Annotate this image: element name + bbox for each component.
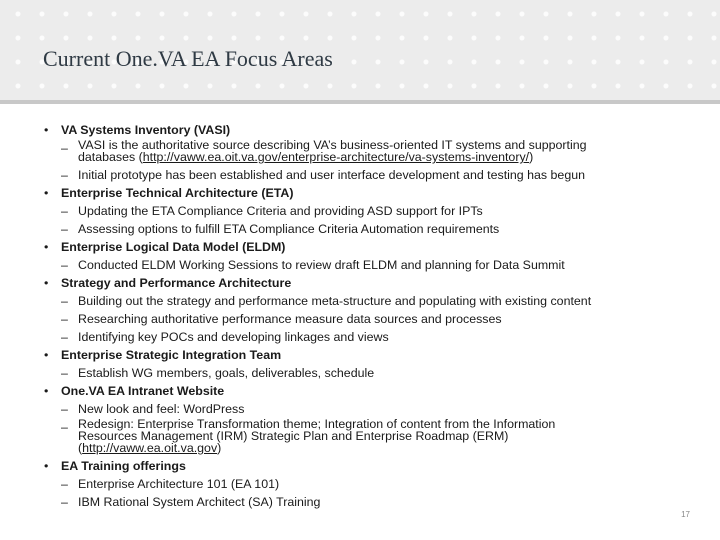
slide-title: Current One.VA EA Focus Areas <box>43 46 333 71</box>
bullet-icon: • <box>44 459 49 473</box>
dash-icon: – <box>61 330 68 344</box>
sub-item-text: Researching authoritative performance measure data sources and processes <box>78 312 502 326</box>
dash-icon: – <box>61 222 68 236</box>
sub-item-text: Redesign: Enterprise Transformation theme; Integration of content from the Information <box>78 417 556 431</box>
sub-item-continuation <box>78 151 674 163</box>
dash-icon: – <box>61 402 68 416</box>
item-label: One.VA EA Intranet Website <box>61 384 225 398</box>
sub-item <box>44 292 674 310</box>
sub-item <box>44 139 674 163</box>
sub-item <box>44 493 674 511</box>
sub-item-text: New look and feel: WordPress <box>78 402 245 416</box>
vasi-link[interactable]: http://vaww.ea.oit.va.gov/enterprise-architecture/va-systems-inventory/ <box>142 150 530 164</box>
dash-icon: – <box>61 204 68 218</box>
list-item <box>44 274 674 292</box>
sub-item <box>44 166 674 184</box>
sub-item-text: Identifying key POCs and developing linkages and views <box>78 330 389 344</box>
dash-icon: – <box>61 312 68 326</box>
sub-item <box>44 475 674 493</box>
dash-icon: – <box>61 366 68 380</box>
sub-item-prefix: databases ( <box>78 150 143 164</box>
sub-item <box>44 418 674 454</box>
bullet-icon: • <box>44 348 49 362</box>
item-label: Enterprise Strategic Integration Team <box>61 348 282 362</box>
sub-item-text: Enterprise Architecture 101 (EA 101) <box>78 477 280 491</box>
list-item <box>44 457 674 475</box>
sub-item <box>44 220 674 238</box>
item-label: EA Training offerings <box>61 459 186 473</box>
item-label: VA Systems Inventory (VASI) <box>61 123 231 137</box>
bullet-icon: • <box>44 384 49 398</box>
item-label: Strategy and Performance Architecture <box>61 276 292 290</box>
sub-item-text: Building out the strategy and performance meta-structure and populating with existing content <box>78 294 592 308</box>
sub-item-link-line <box>78 442 674 454</box>
dash-icon: – <box>61 258 68 272</box>
sub-item-continuation: Resources Management (IRM) Strategic Plan and Enterprise Roadmap (ERM) <box>78 429 509 443</box>
list-item <box>44 346 674 364</box>
sub-item-text: Updating the ETA Compliance Criteria and providing ASD support for IPTs <box>78 204 483 218</box>
list-item <box>44 238 674 256</box>
bullet-icon: • <box>44 240 49 254</box>
sub-item-text: VASI is the authoritative source describing VA’s business-oriented IT systems and supporting <box>78 138 587 152</box>
sub-item-text: IBM Rational System Architect (SA) Training <box>78 495 321 509</box>
item-label: Enterprise Technical Architecture (ETA) <box>61 186 294 200</box>
dash-icon: – <box>61 420 68 434</box>
bullet-icon: • <box>44 186 49 200</box>
list-item <box>44 184 674 202</box>
sub-item-prefix: ( <box>78 441 83 455</box>
dash-icon: – <box>61 294 68 308</box>
sub-item-suffix: ) <box>529 150 534 164</box>
bullet-icon: • <box>44 276 49 290</box>
sub-item-text: Assessing options to fulfill ETA Compliance Criteria Automation requirements <box>78 222 500 236</box>
bullet-list <box>44 121 674 511</box>
sub-item <box>44 364 674 382</box>
dash-icon: – <box>61 168 68 182</box>
sub-item <box>44 400 674 418</box>
sub-item <box>44 310 674 328</box>
list-item <box>44 382 674 400</box>
page-number: 17 <box>681 510 690 519</box>
dash-icon: – <box>61 477 68 491</box>
dash-icon: – <box>61 495 68 509</box>
sub-item <box>44 256 674 274</box>
bullet-icon: • <box>44 123 49 137</box>
sub-item-text: Initial prototype has been established and user interface development and testing has begun <box>78 168 585 182</box>
sub-item-text: Establish WG members, goals, deliverables, schedule <box>78 366 375 380</box>
list-item <box>44 121 674 139</box>
sub-item <box>44 202 674 220</box>
header-divider <box>0 100 720 104</box>
item-label: Enterprise Logical Data Model (ELDM) <box>61 240 286 254</box>
dash-icon: – <box>61 141 68 155</box>
sub-item <box>44 328 674 346</box>
sub-item-text: Conducted ELDM Working Sessions to review draft ELDM and planning for Data Summit <box>78 258 565 272</box>
sub-item-suffix: ) <box>217 441 222 455</box>
ea-intranet-link[interactable]: http://vaww.ea.oit.va.gov <box>82 441 218 455</box>
